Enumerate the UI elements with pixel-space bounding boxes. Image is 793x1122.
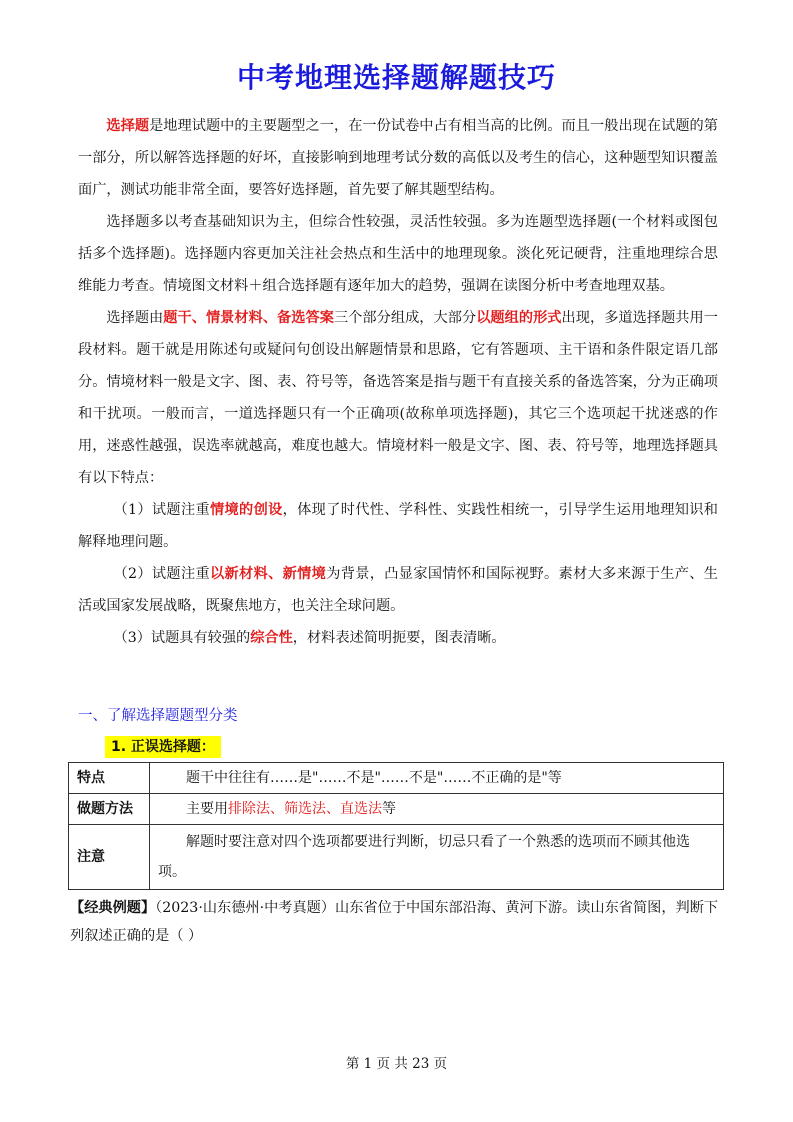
page-title: 中考地理选择题解题技巧 — [236, 61, 556, 94]
highlight-term: 题干、情景材料、备选答案 — [163, 310, 334, 326]
paragraph-text: 选择题由 — [106, 310, 164, 326]
paragraph-text: 三个部分组成，大部分 — [333, 310, 477, 326]
feature-item-1 — [78, 494, 718, 558]
table-key-cell: 做题方法 — [69, 794, 150, 825]
highlight-term: 排除法、筛选法、直选法 — [228, 801, 382, 817]
table-key-cell: 注意 — [69, 825, 150, 890]
cell-text: 等 — [382, 801, 396, 817]
example-label: 【经典例题】 — [70, 900, 156, 916]
highlight-term: 选择题 — [106, 118, 150, 134]
feature-item-3 — [78, 622, 718, 654]
intro-paragraph-2: 选择题多以考查基础知识为主，但综合性较强，灵活性较强。多为连题型选择题(一个材料或图包括多个选择题)。选择题内容更加关注社会热点和生活中的地理现象。淡化死记硬背，注重地理综合思维能力考查。情境图文材料＋组合选择题有逐年加大的趋势，强调在读图分析中考查地理双基。 — [78, 214, 718, 294]
highlight-term: 以题组的形式 — [476, 310, 562, 326]
page-footer: 第 1 页 共 23 页 — [345, 1056, 448, 1072]
highlight-term: 情境的创设 — [210, 502, 283, 518]
example-question — [70, 894, 724, 950]
table-row — [69, 825, 724, 890]
sub-heading-highlight: 1. 正误选择题： — [105, 736, 221, 758]
intro-paragraph-3 — [78, 302, 718, 494]
section-heading: 一、了解选择题题型分类 — [78, 708, 238, 724]
paragraph-text: ，体现了时代性、学科性、实践性相统一，引导学生运用地理知识和解释地理问题。 — [78, 502, 718, 550]
cell-text: 主要用 — [186, 801, 228, 817]
table-value-cell — [150, 794, 724, 825]
paragraph-text: 出现，多道选择题共用一段材料。题干就是用陈述句或疑问句创设出解题情景和思路，它有答题项、主干语和条件限定语几部分。情境材料一般是文字、图、表、符号等，备选答案是指与题干有直接关系的备选答案，分为正确项和干扰项。一般而言，一道选择题只有一个正确项(故称单项选择题)，其它三个选项起干扰迷惑的作用，迷惑性越强，误选率就越高，难度也越大。情境材料一般是文字、图、表、符号等，地理选择题具有以下特点： — [78, 310, 718, 486]
table-row — [69, 763, 724, 794]
highlight-term: 综合性 — [250, 630, 293, 646]
table-key-cell: 特点 — [69, 763, 150, 794]
paragraph-text: ，材料表述简明扼要，图表清晰。 — [292, 630, 506, 646]
intro-paragraph-1 — [78, 110, 718, 206]
table-row — [69, 794, 724, 825]
table-value-cell: 题干中往往有……是"……不是"……不是"……不正确的是"等 — [150, 763, 724, 794]
paragraph-text: 是地理试题中的主要题型之一，在一份试卷中占有相当高的比例。而且一般出现在试题的第一部分，所以解答选择题的好坏，直接影响到地理考试分数的高低以及考生的信心，这种题型知识覆盖面广，测试功能非常全面，要答好选择题，首先要了解其题型结构。 — [78, 118, 718, 198]
paragraph-text: （3）试题具有较强的 — [113, 630, 251, 646]
intro-body — [78, 110, 718, 654]
highlight-term: 以新材料、新情境 — [210, 566, 327, 582]
feature-item-2 — [78, 558, 718, 622]
example-text: （2023·山东德州·中考真题）山东省位于中国东部沿海、黄河下游。读山东省简图，判断下列叙述正确的是（ ） — [70, 900, 719, 944]
paragraph-text: （1）试题注重 — [113, 502, 210, 518]
paragraph-text: 为背景，凸显家国情怀和国际视野。素材大多来源于生产、生活或国家发展战略，既聚焦地方，也关注全球问题。 — [78, 566, 718, 614]
question-type-table — [68, 762, 724, 890]
paragraph-text: （2）试题注重 — [113, 566, 210, 582]
table-value-cell: 解题时要注意对四个选项都要进行判断，切忌只看了一个熟悉的选项而不顾其他选项。 — [150, 825, 724, 890]
